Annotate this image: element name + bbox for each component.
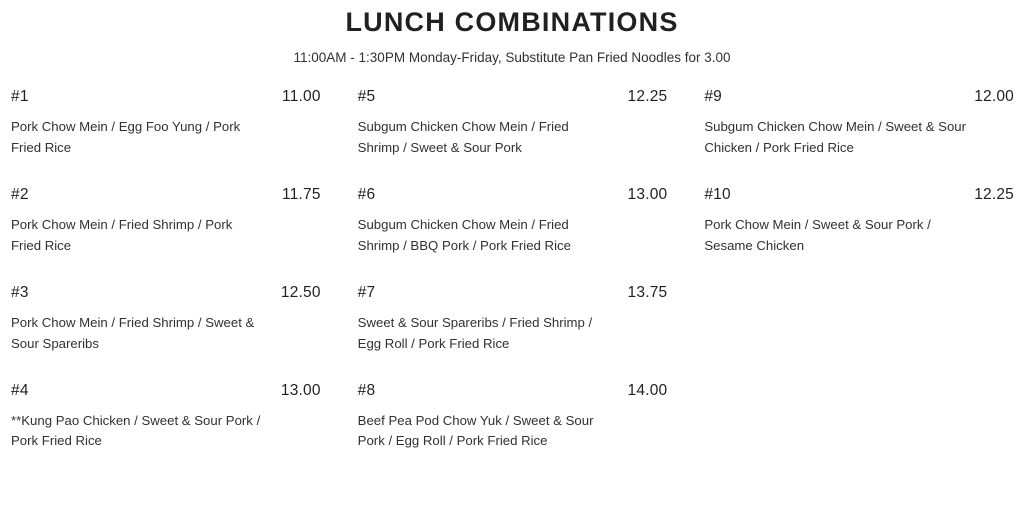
item-description: Subgum Chicken Chow Mein / Sweet & Sour Chicken / Pork Fried Rice bbox=[704, 119, 967, 156]
item-number: #7 bbox=[357, 283, 376, 301]
item-price: 11.75 bbox=[282, 186, 321, 204]
item-description: Subgum Chicken Chow Mein / Fried Shrimp / Sweet & Sour Pork bbox=[357, 119, 569, 156]
page-subtitle: 11:00AM - 1:30PM Monday-Friday, Substitute Pan Fried Noodles for 3.00 bbox=[293, 50, 731, 66]
item-header bbox=[704, 186, 1014, 204]
item-description: Pork Chow Mein / Egg Foo Yung / Pork Fried Rice bbox=[11, 119, 241, 156]
item-price: 13.00 bbox=[280, 381, 321, 399]
menu-column-2 bbox=[358, 88, 668, 479]
list-item bbox=[704, 186, 1014, 257]
item-description: Beef Pea Pod Chow Yuk / Sweet & Sour Pork / Egg Roll / Pork Fried Rice bbox=[357, 412, 594, 449]
item-number: #6 bbox=[357, 186, 376, 204]
menu-column-1 bbox=[11, 88, 321, 479]
item-number: #4 bbox=[11, 381, 29, 399]
item-number: #2 bbox=[11, 186, 29, 204]
item-number: #3 bbox=[11, 283, 29, 301]
menu-page bbox=[0, 6, 1024, 517]
item-header bbox=[704, 88, 1014, 106]
list-item bbox=[11, 186, 321, 257]
list-item bbox=[11, 382, 321, 453]
item-number: #8 bbox=[357, 381, 376, 399]
list-item bbox=[358, 88, 668, 159]
item-description: Pork Chow Mein / Fried Shrimp / Pork Fried Rice bbox=[11, 217, 233, 253]
item-header bbox=[358, 186, 668, 204]
item-header bbox=[11, 284, 321, 302]
item-number: #5 bbox=[357, 88, 376, 106]
item-number: #9 bbox=[704, 88, 722, 106]
item-price: 13.00 bbox=[627, 186, 668, 204]
item-description: **Kung Pao Chicken / Sweet & Sour Pork / Pork Fried Rice bbox=[11, 412, 261, 449]
item-description: Pork Chow Mein / Sweet & Sour Pork / Sesame Chicken bbox=[704, 217, 931, 253]
menu-column-3 bbox=[704, 88, 1014, 479]
item-price: 11.00 bbox=[282, 88, 321, 106]
list-item bbox=[358, 284, 668, 355]
item-header bbox=[358, 284, 668, 302]
item-header bbox=[11, 382, 321, 400]
item-number: #1 bbox=[11, 88, 29, 106]
item-price: 12.00 bbox=[974, 88, 1015, 106]
item-price: 13.75 bbox=[627, 283, 668, 301]
list-item bbox=[11, 284, 321, 355]
item-price: 14.00 bbox=[627, 381, 668, 399]
item-price: 12.25 bbox=[627, 88, 668, 106]
item-description: Pork Chow Mein / Fried Shrimp / Sweet & Sour Spareribs bbox=[11, 314, 255, 351]
list-item bbox=[11, 88, 321, 159]
item-price: 12.50 bbox=[280, 283, 321, 301]
item-header bbox=[11, 88, 321, 106]
page-title: LUNCH COMBINATIONS bbox=[345, 7, 679, 37]
item-price: 12.25 bbox=[974, 186, 1015, 204]
item-description: Sweet & Sour Spareribs / Fried Shrimp / Egg Roll / Pork Fried Rice bbox=[357, 314, 593, 351]
item-number: #10 bbox=[704, 186, 731, 204]
list-item bbox=[358, 186, 668, 257]
list-item bbox=[358, 382, 668, 453]
menu-columns bbox=[0, 88, 1024, 479]
item-description: Subgum Chicken Chow Mein / Fried Shrimp / BBQ Pork / Pork Fried Rice bbox=[357, 217, 571, 253]
item-header bbox=[358, 382, 668, 400]
item-header bbox=[358, 88, 668, 106]
list-item bbox=[704, 88, 1014, 159]
item-header bbox=[11, 186, 321, 204]
